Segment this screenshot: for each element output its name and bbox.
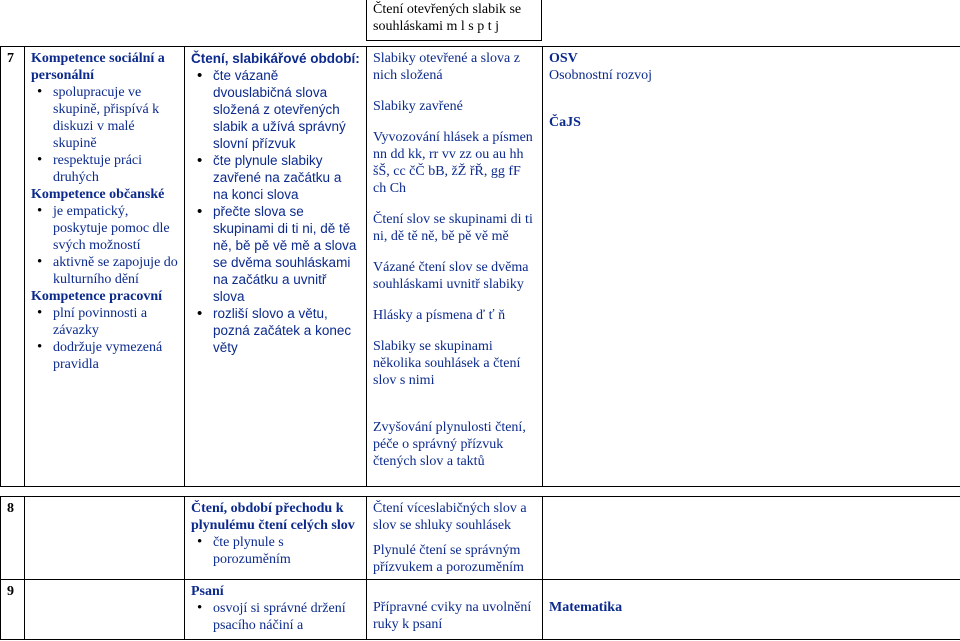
content-item: Přípravné cviky na uvolnění ruky k psaní [373, 600, 532, 632]
crosscut-osv: OSV [549, 51, 578, 66]
outcome-item: • čte plynule s porozuměním [191, 534, 360, 568]
competence-item: • respektuje práci druhých [31, 152, 178, 186]
rows89-table [0, 496, 960, 640]
row7-table [0, 46, 960, 487]
content-item: Čtení víceslabičných slov a slov se shluky souhlásek [373, 501, 527, 533]
competence-item: • dodržuje vymezená pravidla [31, 339, 178, 373]
competence-item: • je empatický, poskytuje pomoc dle svých možností [31, 203, 178, 254]
outcomes-list [191, 600, 360, 634]
competence-item: • plní povinnosti a závazky [31, 305, 178, 339]
row8-number: 8 [1, 497, 25, 580]
row7-competences-cell [25, 47, 185, 487]
top-content-text: Čtení otevřených slabik se souhláskami m l s p t j [373, 2, 522, 34]
crosscut-matematika: Matematika [549, 600, 623, 615]
row8-crosscut-cell [543, 497, 960, 580]
crosscut-cajs: ČaJS [549, 115, 581, 130]
outcome-item: • čte vázaně dvouslabičná slova složená z otevřených slabik a užívá správný slovní přízvuk [191, 67, 360, 152]
content-item: Plynulé čtení se správným přízvukem a porozuměním [373, 543, 524, 575]
top-content-cell [367, 0, 542, 41]
competence-heading: Kompetence sociální a personální [31, 51, 165, 83]
competence-list [31, 84, 178, 186]
row8-outcomes-cell [185, 497, 367, 580]
row9-content-cell [367, 580, 543, 640]
content-item: Hlásky a písmena ď ť ň [373, 308, 506, 323]
row9-crosscut-cell [543, 580, 960, 640]
competence-list [31, 203, 178, 288]
row7-crosscut-cell [543, 47, 960, 487]
outcome-item: • osvojí si správné držení psacího náčiní a [191, 600, 360, 634]
outcome-item: • čte plynule slabiky zavřené na začátku a na konci slova [191, 152, 360, 203]
outcomes-list [191, 534, 360, 568]
content-item: Čtení slov se skupinami di ti ni, dě tě ně, bě pě vě mě [373, 212, 533, 244]
outcomes-heading: Čtení, období přechodu k plynulému čtení celých slov [191, 501, 355, 533]
content-item: Vyvozování hlásek a písmen nn dd kk, rr vv zz ou au hh šŠ, cc čČ bB, žŽ řŘ, gg fF ch Ch [373, 130, 533, 196]
content-item: Slabiky se skupinami několika souhlásek a čtení slov s nimi [373, 339, 521, 388]
row7-number: 7 [1, 47, 25, 487]
outcome-item: • přečte slova se skupinami di ti ni, dě tě ně, bě pě vě mě a slova se dvěma souhláskami na začátku a uvnitř slova [191, 203, 360, 305]
content-item: Zvyšování plynulosti čtení, péče o správný přízvuk čtených slov a taktů [373, 420, 526, 469]
competence-heading: Kompetence pracovní [31, 289, 163, 304]
content-item: Slabiky otevřené a slova z nich složená [373, 51, 520, 83]
top-fragment-table [366, 0, 542, 41]
row8-competences-cell [25, 497, 185, 580]
competence-heading: Kompetence občanské [31, 187, 165, 202]
row7-outcomes-cell [185, 47, 367, 487]
outcomes-heading: Čtení, slabikářové období: [191, 51, 360, 66]
competence-item: • aktivně se zapojuje do kulturního dění [31, 254, 178, 288]
outcomes-list [191, 67, 360, 356]
row7-content-cell [367, 47, 543, 487]
content-item: Slabiky zavřené [373, 99, 463, 114]
competence-list [31, 305, 178, 373]
crosscut-osv-desc: Osobnostní rozvoj [549, 68, 653, 83]
row9-outcomes-cell [185, 580, 367, 640]
competence-item: • spolupracuje ve skupině, přispívá k diskuzi v malé skupině [31, 84, 178, 152]
content-item: Vázané čtení slov se dvěma souhláskami uvnitř slabiky [373, 260, 529, 292]
row9-number: 9 [1, 580, 25, 640]
row9-competences-cell [25, 580, 185, 640]
row8-content-cell [367, 497, 543, 580]
outcomes-heading: Psaní [191, 584, 224, 599]
outcome-item: • rozliší slovo a větu, pozná začátek a konec věty [191, 305, 360, 356]
